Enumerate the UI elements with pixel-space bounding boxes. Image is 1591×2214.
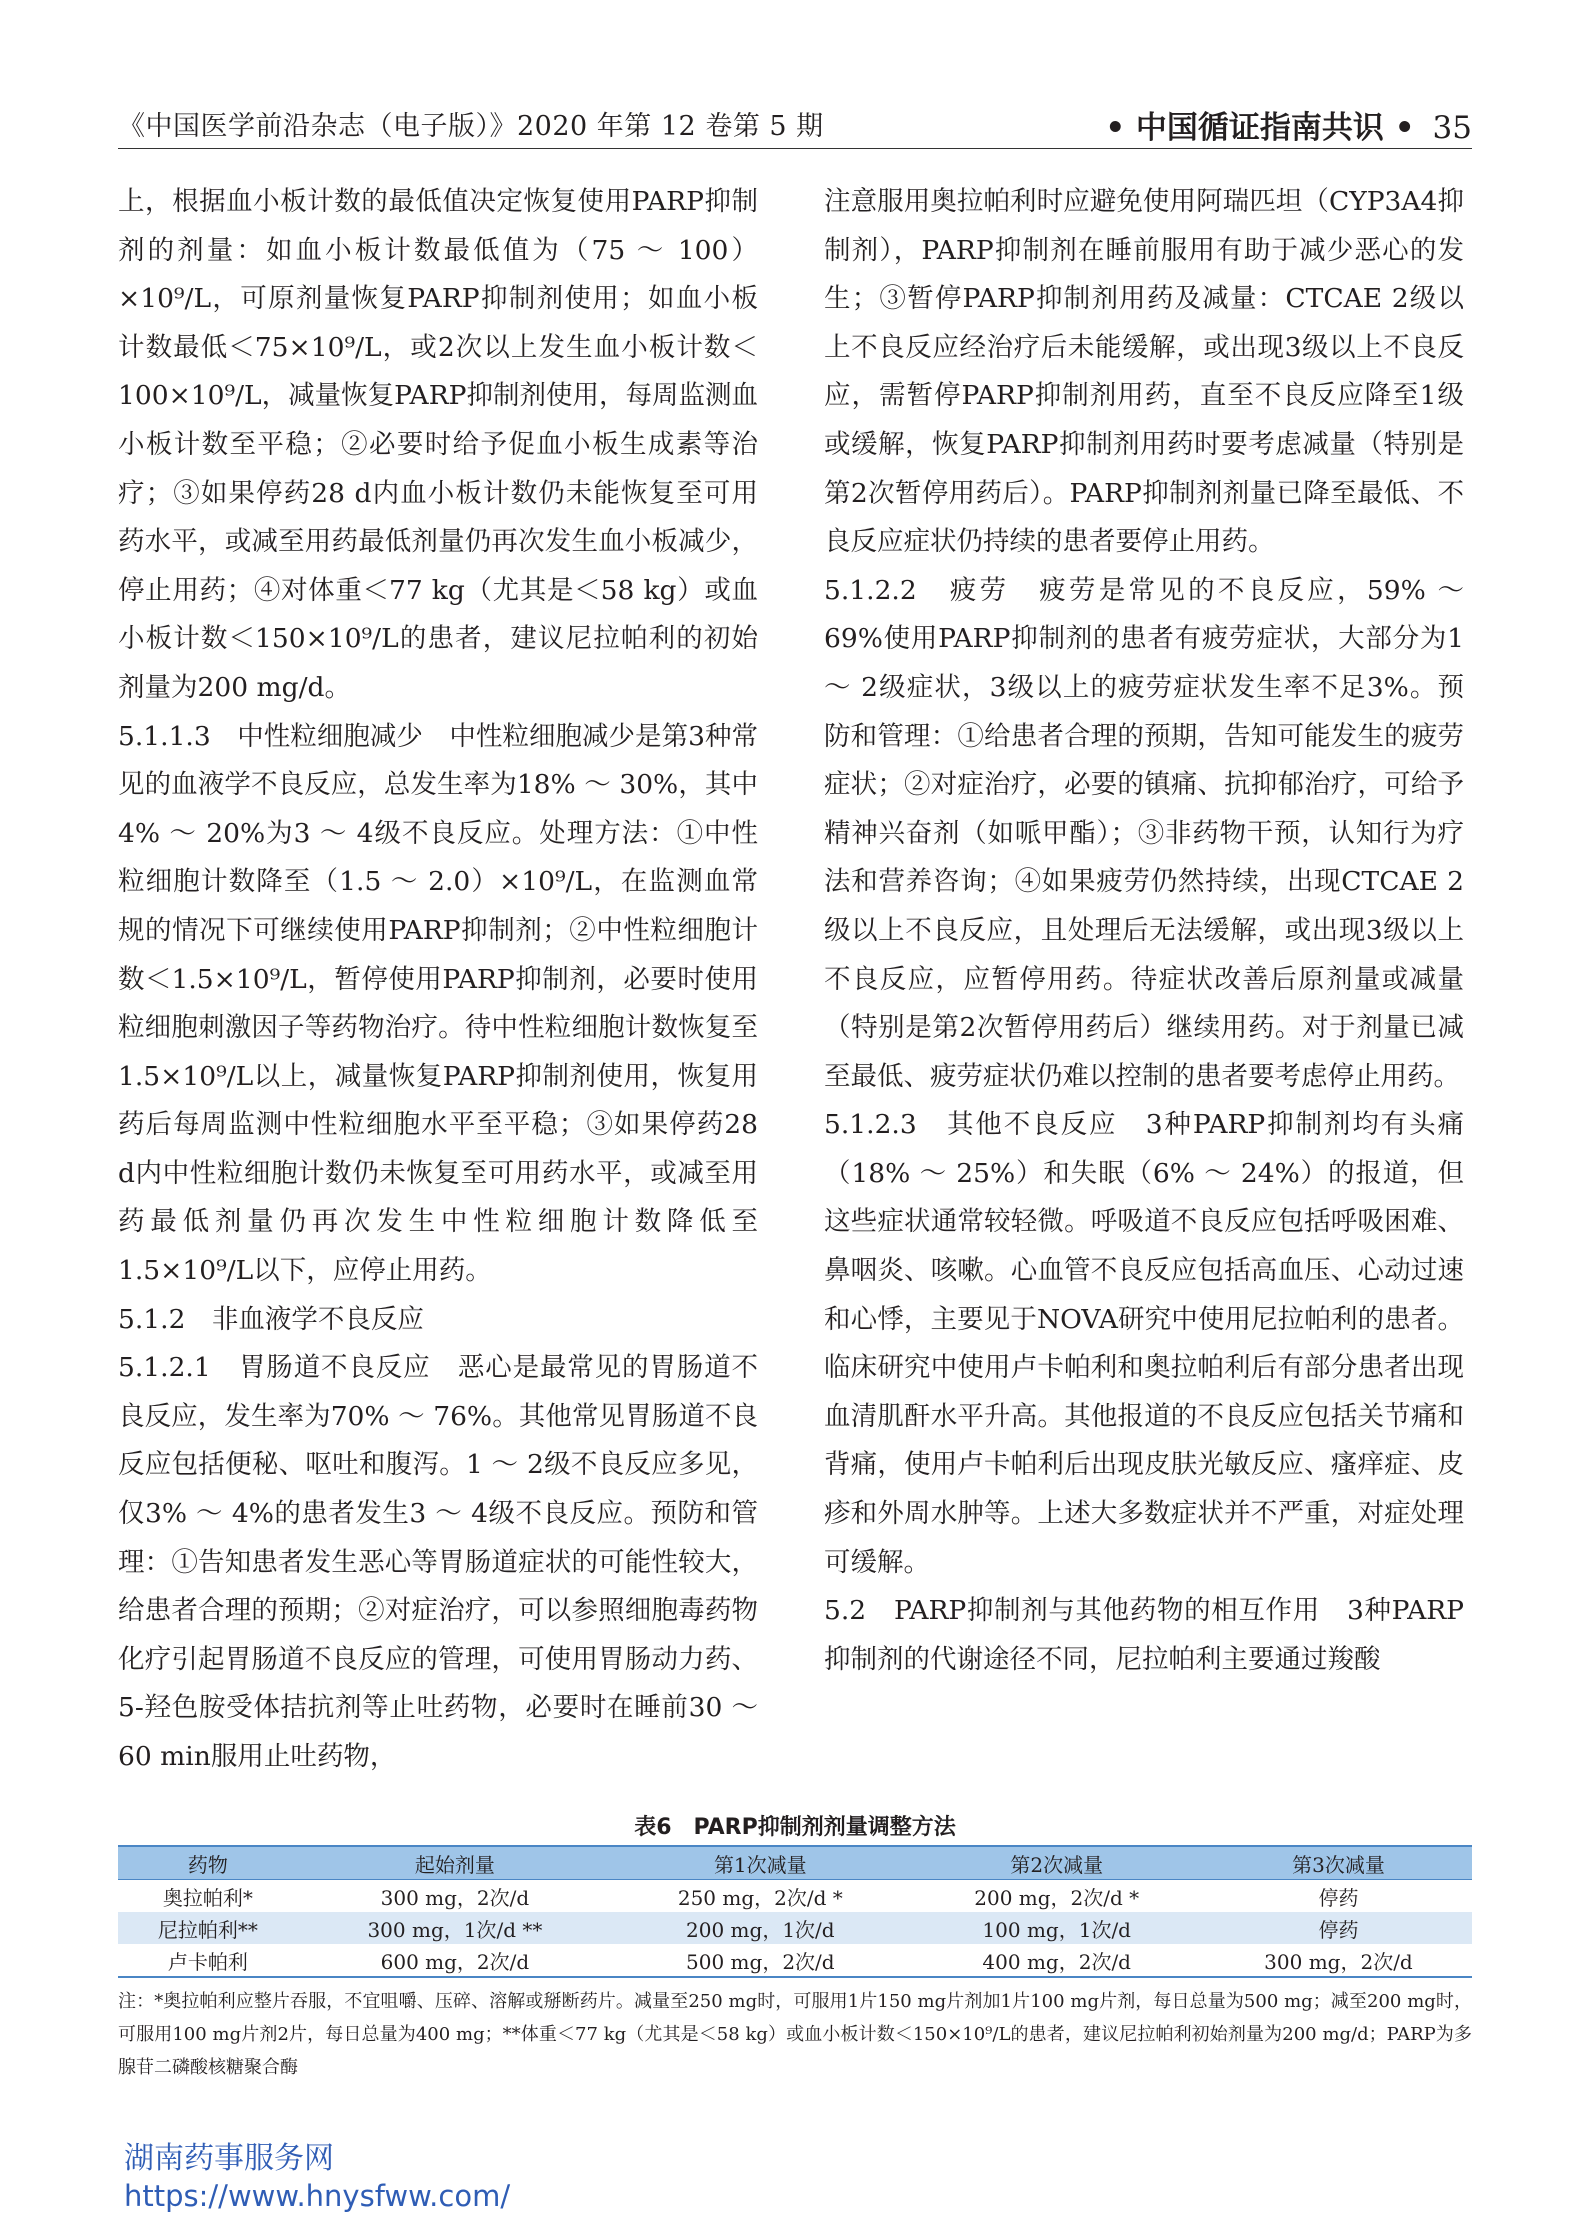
table-cell: 尼拉帕利**	[157, 1917, 258, 1942]
table-cell: 500 mg，2次/d	[686, 1949, 835, 1974]
watermark-url[interactable]: https://www.hnysfww.com/	[124, 2179, 511, 2213]
paragraph: 5.1.2.1 胃肠道不良反应 恶心是最常见的胃肠道不良反应，发生率为70% ～ 76%。其他常见胃肠道不良反应包括便秘、呕吐和腹泻。1 ～ 2级不良反应多见，仅3% ～ 4%的患者发生3 ～ 4级不良反应。预防和管理：①告知患者发生恶心等胃肠道症状的可能性较大，给患者合理的预期；②对症治疗，可以参照细胞毒药物化疗引起胃肠道不良反应的管理，可使用胃肠动力药、5-羟色胺受体拮抗剂等止吐药物，必要时在睡前30 ～ 60 min服用止吐药物，	[118, 1352, 758, 1772]
table-cell: 300 mg，2次/d	[1264, 1949, 1413, 1974]
section-label: • 中国循证指南共识 •	[1105, 110, 1415, 146]
table-cell: 300 mg，1次/d **	[367, 1917, 543, 1942]
section-label-wrap	[1105, 102, 1472, 147]
page-number: 35	[1432, 110, 1472, 146]
table-cell: 卢卡帕利	[167, 1949, 248, 1974]
table-cell: 100 mg，1次/d	[982, 1917, 1131, 1942]
dose-adjustment-table	[118, 1845, 1472, 1978]
table-cell: 停药	[1318, 1917, 1359, 1942]
right-column	[824, 178, 1464, 1788]
section-heading: 5.1.2 非血液学不良反应	[118, 1303, 424, 1335]
left-column	[118, 178, 758, 1788]
paragraph: 注意服用奥拉帕利时应避免使用阿瑞匹坦（CYP3A4抑制剂），PARP抑制剂在睡前服用有助于减少恶心的发生；③暂停PARP抑制剂用药及减量：CTCAE 2级以上不良反应经治疗后未能缓解，或出现3级以上不良反应，需暂停PARP抑制剂用药，直至不良反应降至1级或缓解，恢复PARP抑制剂用药时要考虑减量（特别是第2次暂停用药后）。PARP抑制剂剂量已降至最低、不良反应症状仍持续的患者要停止用药。	[824, 186, 1464, 558]
paragraph: 5.1.2.3 其他不良反应 3种PARP抑制剂均有头痛（18% ～ 25%）和失眠（6% ～ 24%）的报道，但这些症状通常较轻微。呼吸道不良反应包括呼吸困难、鼻咽炎、咳嗽。心血管不良反应包括高血压、心动过速和心悸，主要见于NOVA研究中使用尼拉帕利的患者。临床研究中使用卢卡帕利和奥拉帕利后有部分患者出现血清肌酐水平升高。其他报道的不良反应包括关节痛和背痛，使用卢卡帕利后出现皮肤光敏反应、瘙痒症、皮疹和外周水肿等。上述大多数症状并不严重，对症处理可缓解。	[824, 1109, 1464, 1578]
paragraph: 上，根据血小板计数的最低值决定恢复使用PARP抑制剂的剂量：如血小板计数最低值为（75 ～ 100）×10⁹/L，可原剂量恢复PARP抑制剂使用；如血小板计数最低＜75×10⁹/L，或2次以上发生血小板计数＜100×10⁹/L，减量恢复PARP抑制剂使用，每周监测血小板计数至平稳；②必要时给予促血小板生成素等治疗；③如果停药28 d内血小板计数仍未能恢复至可用药水平，或减至用药最低剂量仍再次发生血小板减少，停止用药；④对体重＜77 kg（尤其是＜58 kg）或血小板计数＜150×10⁹/L的患者，建议尼拉帕利的初始剂量为200 mg/d。	[118, 186, 758, 703]
table-cell: 停药	[1318, 1885, 1359, 1910]
table-cell: 600 mg，2次/d	[380, 1949, 530, 1974]
column-header: 起始剂量	[414, 1852, 495, 1877]
paragraph: 5.1.1.3 中性粒细胞减少 中性粒细胞减少是第3种常见的血液学不良反应，总发生率为18% ～ 30%，其中4% ～ 20%为3 ～ 4级不良反应。处理方法：①中性粒细胞计数降至（1.5 ～ 2.0）×10⁹/L，在监测血常规的情况下可继续使用PARP抑制剂；②中性粒细胞计数＜1.5×10⁹/L，暂停使用PARP抑制剂，必要时使用粒细胞刺激因子等药物治疗。待中性粒细胞计数恢复至1.5×10⁹/L以上，减量恢复PARP抑制剂使用，恢复用药后每周监测中性粒细胞水平至平稳；③如果停药28 d内中性粒细胞计数仍未恢复至可用药水平，或减至用药最低剂量仍再次发生中性粒细胞计数降低至1.5×10⁹/L以下，应停止用药。	[118, 720, 758, 1287]
column-header: 药物	[187, 1852, 228, 1877]
table-cell: 250 mg，2次/d *	[677, 1885, 843, 1910]
column-header: 第1次减量	[713, 1852, 807, 1877]
column-header: 第2次减量	[1010, 1852, 1104, 1877]
table-cell: 200 mg，1次/d	[686, 1917, 835, 1942]
column-header: 第3次减量	[1292, 1852, 1385, 1877]
watermark	[124, 2140, 510, 2214]
table-cell: 400 mg，2次/d	[982, 1949, 1131, 1974]
watermark-name: 湖南药事服务网	[124, 2141, 334, 2176]
table-note: 注：*奥拉帕利应整片吞服，不宜咀嚼、压碎、溶解或掰断药片。减量至250 mg时，可服用1片150 mg片剂加1片100 mg片剂，每日总量为500 mg；减至200 mg时，可服用100 mg片剂2片，每日总量为400 mg；**体重＜77 kg（尤其是＜58 kg）或血小板计数＜150×10⁹/L的患者，建议尼拉帕利初始剂量为200 mg/d；PARP为多腺苷二磷酸核糖聚合酶	[118, 1991, 1472, 2078]
table-cell: 奥拉帕利*	[162, 1885, 253, 1910]
table-row	[118, 1912, 1472, 1944]
table-row	[118, 1880, 1472, 1913]
paragraph: 5.2 PARP抑制剂与其他药物的相互作用 3种PARP抑制剂的代谢途径不同，尼拉帕利主要通过羧酸	[824, 1595, 1464, 1675]
journal-title: 《中国医学前沿杂志（电子版）》2020 年第 12 卷第 5 期	[118, 111, 824, 142]
table-cell: 300 mg，2次/d	[380, 1885, 530, 1910]
table-header-row	[118, 1846, 1472, 1880]
table-cell: 200 mg，2次/d *	[974, 1885, 1140, 1910]
running-header	[118, 100, 1472, 149]
paragraph: 5.1.2.2 疲劳 疲劳是常见的不良反应，59% ～ 69%使用PARP抑制剂的患者有疲劳症状，大部分为1 ～ 2级症状，3级以上的疲劳症状发生率不足3%。预防和管理：①给患者合理的预期，告知可能发生的疲劳症状；②对症治疗，必要的镇痛、抗抑郁治疗，可给予精神兴奋剂（如哌甲酯）；③非药物干预，认知行为疗法和营养咨询；④如果疲劳仍然持续，出现CTCAE 2级以上不良反应，且处理后无法缓解，或出现3级以上不良反应，应暂停用药。待症状改善后原剂量或减量（特别是第2次暂停用药后）继续用药。对于剂量已减至最低、疲劳症状仍难以控制的患者要考虑停止用药。	[824, 574, 1464, 1092]
table-row	[118, 1944, 1472, 1977]
table-title: 表6 PARP抑制剂剂量调整方法	[634, 1815, 956, 1840]
